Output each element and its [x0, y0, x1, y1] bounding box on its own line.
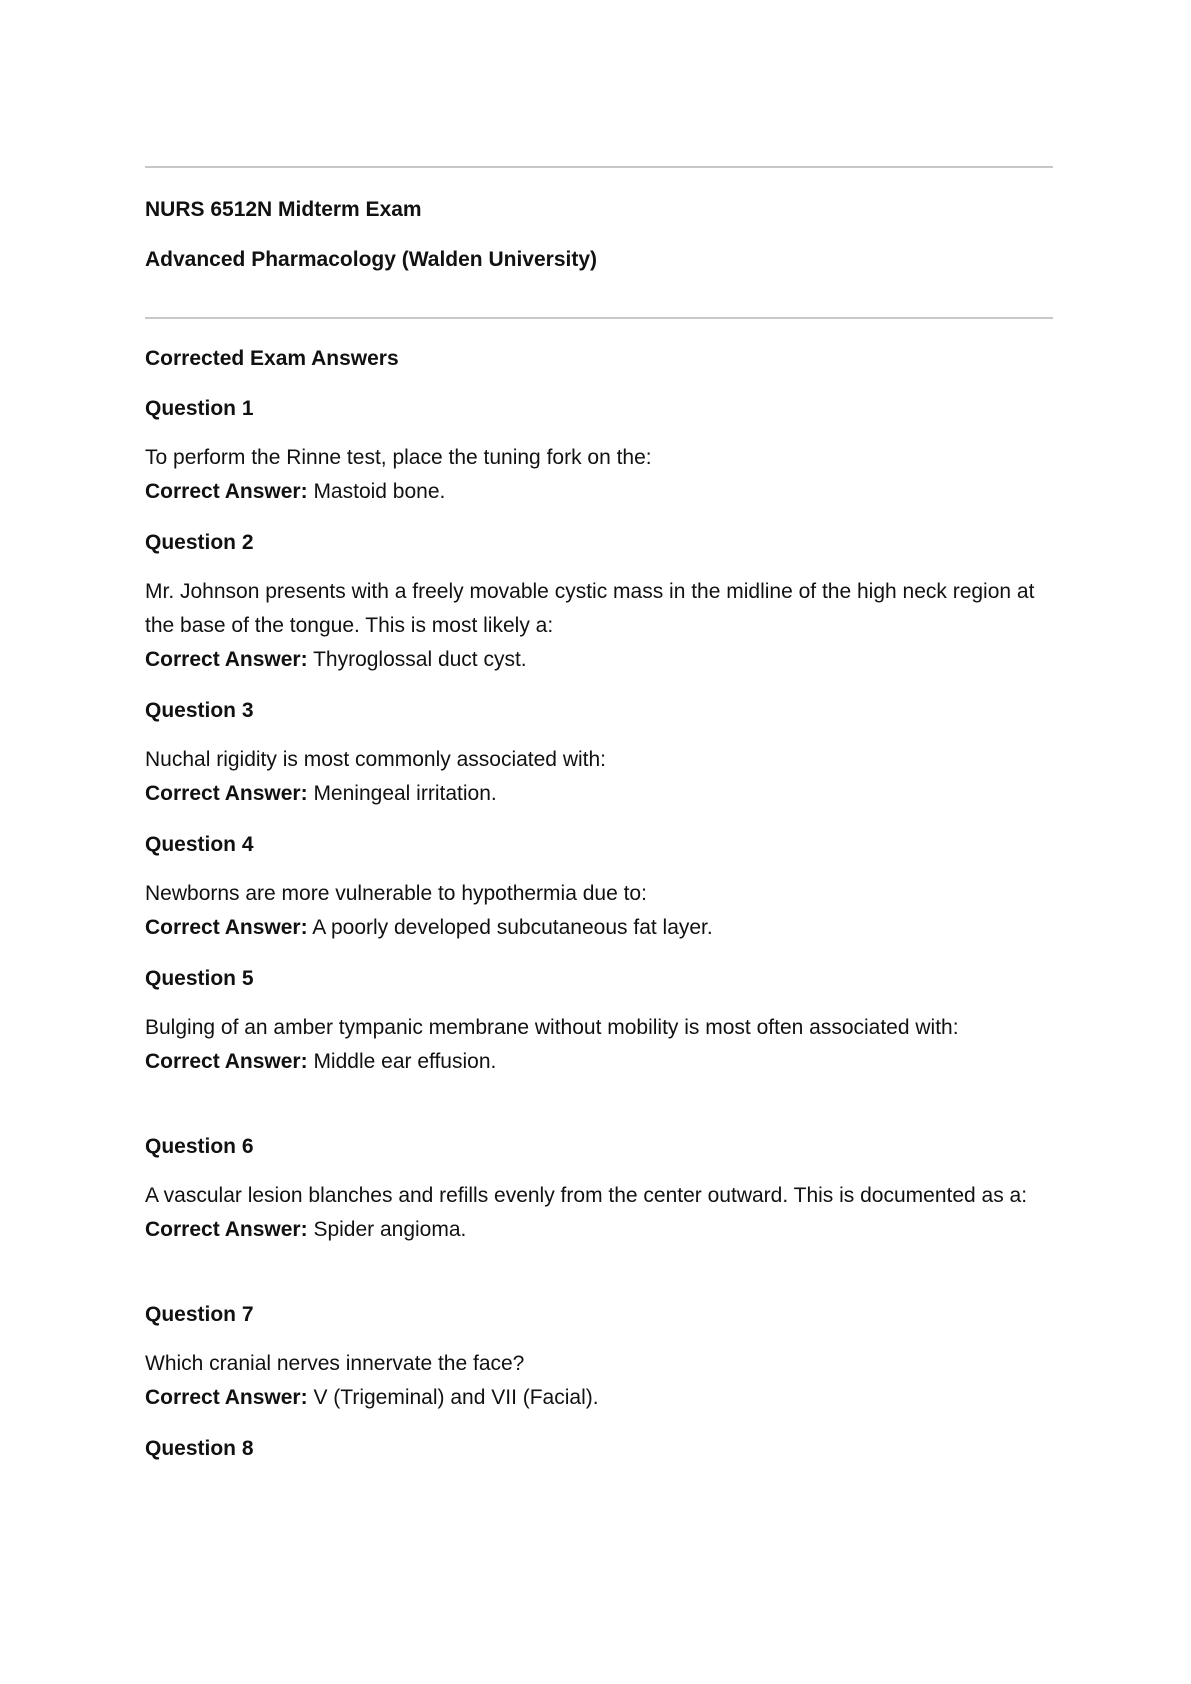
- correct-answer-label: Correct Answer:: [145, 1050, 308, 1073]
- middle-divider: [145, 317, 1053, 319]
- question-5-answer-text: Middle ear effusion.: [307, 1050, 497, 1073]
- question-2-answer-text: Thyroglossal duct cyst.: [307, 648, 527, 671]
- question-6-body: [145, 1179, 1053, 1247]
- question-6-answer: [145, 1213, 1053, 1247]
- question-4-prompt: Newborns are more vulnerable to hypothermia due to:: [145, 882, 647, 905]
- question-8-label: Question 8: [145, 1437, 254, 1460]
- correct-answer-label: Correct Answer:: [145, 1218, 308, 1241]
- question-3-body: [145, 743, 1053, 811]
- question-3-answer-text: Meningeal irritation.: [307, 782, 497, 805]
- question-5-answer: [145, 1045, 1053, 1079]
- question-3-prompt: Nuchal rigidity is most commonly associated with:: [145, 748, 606, 771]
- question-5-prompt: Bulging of an amber tympanic membrane without mobility is most often associated with:: [145, 1016, 959, 1039]
- question-7-prompt: Which cranial nerves innervate the face?: [145, 1352, 525, 1375]
- course-subtitle: Advanced Pharmacology (Walden University): [145, 248, 598, 271]
- question-3-label: Question 3: [145, 699, 254, 722]
- question-6-prompt: A vascular lesion blanches and refills evenly from the center outward. This is documented as a:: [145, 1184, 1028, 1207]
- question-4-answer: [145, 911, 1053, 945]
- question-4-label: Question 4: [145, 833, 254, 856]
- question-1-prompt: To perform the Rinne test, place the tuning fork on the:: [145, 446, 652, 469]
- question-4-answer-text: A poorly developed subcutaneous fat layer.: [307, 916, 713, 939]
- question-2-label: Question 2: [145, 531, 254, 554]
- section-title: Corrected Exam Answers: [145, 347, 399, 370]
- top-divider: [145, 166, 1053, 168]
- question-5-label: Question 5: [145, 967, 254, 990]
- correct-answer-label: Correct Answer:: [145, 648, 308, 671]
- question-6-label: Question 6: [145, 1135, 254, 1158]
- question-1-answer-text: Mastoid bone.: [307, 480, 446, 503]
- question-7-answer: [145, 1381, 1053, 1415]
- question-2-prompt: Mr. Johnson presents with a freely movable cystic mass in the midline of the high neck region at the base of the tongue. This is most likely a:: [145, 580, 1035, 637]
- question-4-body: [145, 877, 1053, 945]
- question-1-body: [145, 441, 1053, 509]
- question-2-answer: [145, 643, 1053, 677]
- question-2-body: [145, 575, 1053, 677]
- question-3-answer: [145, 777, 1053, 811]
- question-7-answer-text: V (Trigeminal) and VII (Facial).: [307, 1386, 599, 1409]
- correct-answer-label: Correct Answer:: [145, 480, 308, 503]
- correct-answer-label: Correct Answer:: [145, 782, 308, 805]
- question-5-body: [145, 1011, 1053, 1079]
- correct-answer-label: Correct Answer:: [145, 916, 308, 939]
- question-7-label: Question 7: [145, 1303, 254, 1326]
- question-1-answer: [145, 475, 1053, 509]
- correct-answer-label: Correct Answer:: [145, 1386, 308, 1409]
- question-6-answer-text: Spider angioma.: [307, 1218, 467, 1241]
- exam-title: NURS 6512N Midterm Exam: [145, 198, 422, 221]
- question-7-body: [145, 1347, 1053, 1415]
- question-1-label: Question 1: [145, 397, 254, 420]
